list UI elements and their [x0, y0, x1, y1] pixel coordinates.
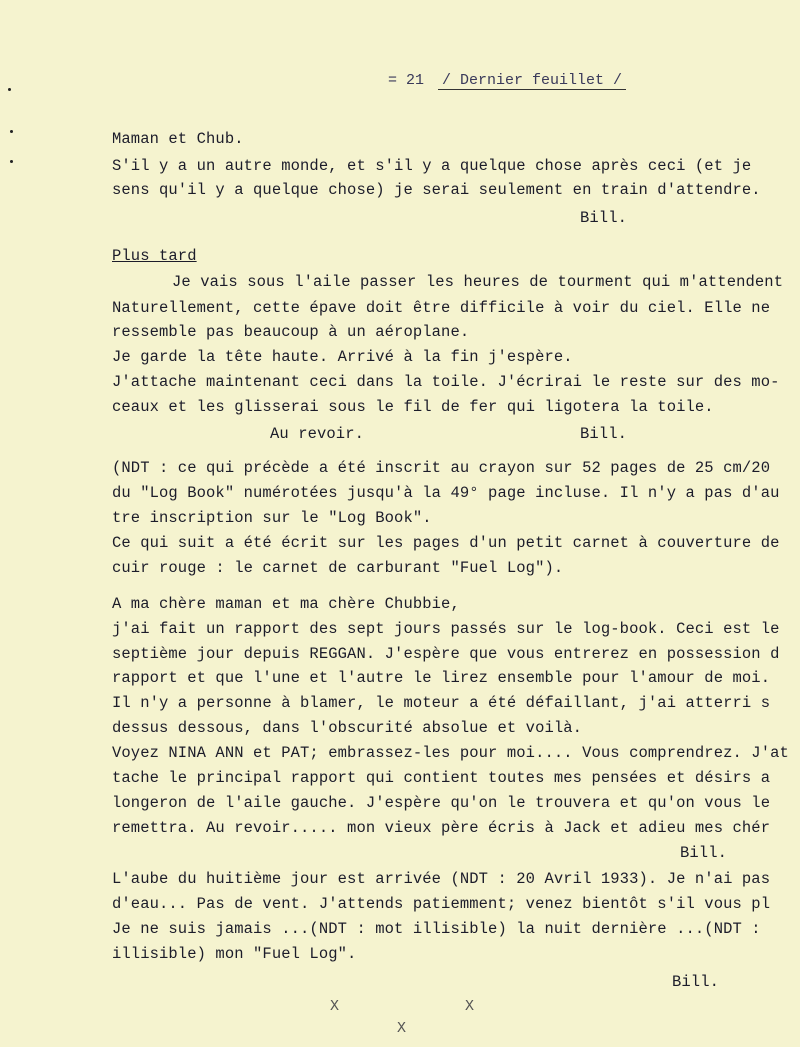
margin-dot	[10, 160, 13, 163]
text-line: d'eau... Pas de vent. J'attends patiemment; venez bientôt s'il vous pl	[112, 895, 771, 913]
signature: Bill.	[580, 425, 628, 443]
text-line: Voyez NINA ANN et PAT; embrassez-les pour moi.... Vous comprendrez. J'at	[112, 744, 789, 762]
footer-mark: X	[397, 1020, 407, 1037]
text-line: Je garde la tête haute. Arrivé à la fin j'espère.	[112, 348, 573, 366]
text-line: Je ne suis jamais ...(NDT : mot illisible) la nuit dernière ...(NDT :	[112, 920, 761, 938]
text-line: cuir rouge : le carnet de carburant "Fuel Log").	[112, 559, 564, 577]
text-line: dessus dessous, dans l'obscurité absolue et voilà.	[112, 719, 583, 737]
section-heading: Plus tard	[112, 247, 197, 265]
footer-mark: X	[465, 998, 475, 1015]
text-line: S'il y a un autre monde, et s'il y a quelque chose après ceci (et je	[112, 157, 752, 175]
text-line: Au revoir.	[270, 425, 365, 443]
page-title: / Dernier feuillet /	[438, 72, 626, 90]
text-line: J'attache maintenant ceci dans la toile. J'écrirai le reste sur des mo-	[112, 373, 780, 391]
text-line: sens qu'il y a quelque chose) je serai seulement en train d'attendre.	[112, 181, 761, 199]
text-line: L'aube du huitième jour est arrivée (NDT : 20 Avril 1933). Je n'ai pas	[112, 870, 771, 888]
text-line: j'ai fait un rapport des sept jours passés sur le log-book. Ceci est le	[112, 620, 780, 638]
text-line: remettra. Au revoir..... mon vieux père écris à Jack et adieu mes chér	[112, 819, 771, 837]
signature: Bill.	[672, 973, 720, 991]
text-line: A ma chère maman et ma chère Chubbie,	[112, 595, 460, 613]
text-line: rapport et que l'une et l'autre le lirez ensemble pour l'amour de moi.	[112, 669, 771, 687]
text-line: tre inscription sur le "Log Book".	[112, 509, 432, 527]
text-line: Je vais sous l'aile passer les heures de tourment qui m'attendent	[172, 273, 784, 291]
text-line: longeron de l'aile gauche. J'espère qu'on le trouvera et qu'on vous le	[112, 794, 771, 812]
text-line: ressemble pas beaucoup à un aéroplane.	[112, 323, 470, 341]
margin-dot	[8, 88, 11, 91]
text-line: du "Log Book" numérotées jusqu'à la 49° page incluse. Il n'y a pas d'au	[112, 484, 780, 502]
text-line: illisible) mon "Fuel Log".	[112, 945, 357, 963]
page-header	[388, 72, 626, 89]
text-line: septième jour depuis REGGAN. J'espère que vous entrerez en possession d	[112, 645, 780, 663]
text-line: Ce qui suit a été écrit sur les pages d'un petit carnet à couverture de	[112, 534, 780, 552]
page-number: = 21	[388, 72, 425, 89]
text-line: Il n'y a personne à blamer, le moteur a été défaillant, j'ai atterri s	[112, 694, 771, 712]
text-line: Maman et Chub.	[112, 130, 244, 148]
margin-dot	[10, 130, 13, 133]
text-line: tache le principal rapport qui contient toutes mes pensées et désirs a	[112, 769, 771, 787]
footer-mark: X	[330, 998, 340, 1015]
text-line: (NDT : ce qui précède a été inscrit au crayon sur 52 pages de 25 cm/20	[112, 459, 771, 477]
signature: Bill.	[580, 209, 628, 227]
text-line: Naturellement, cette épave doit être difficile à voir du ciel. Elle ne	[112, 299, 771, 317]
signature: Bill.	[680, 844, 728, 862]
text-line: ceaux et les glisserai sous le fil de fer qui ligotera la toile.	[112, 398, 714, 416]
